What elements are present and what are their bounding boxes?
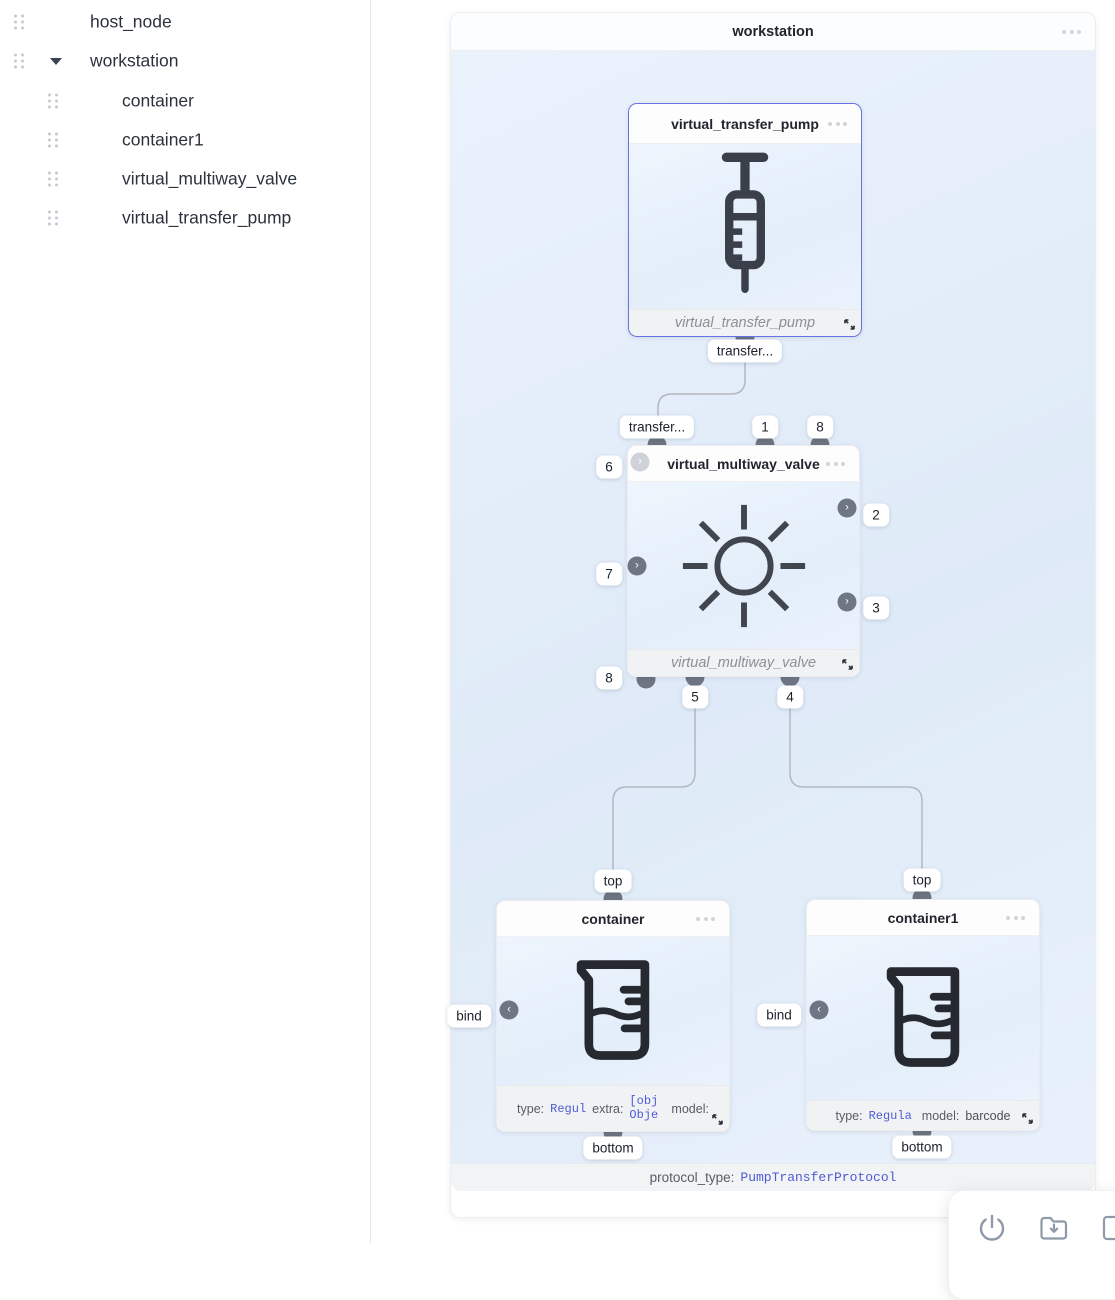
pump-body [629,144,861,309]
container1-footer [807,1100,1039,1130]
beaker-icon [869,960,977,1076]
valve-header [628,446,859,482]
valve-body [628,482,859,649]
resize-handle-icon[interactable] [711,1113,724,1126]
beaker-icon [559,953,667,1069]
port-label-container-top: top [595,870,632,893]
pump-footer [629,309,861,336]
field-value: [obj Obje [629,1094,659,1122]
workstation-header [451,13,1095,51]
port-label-container1-bottom: bottom [892,1136,951,1159]
canvas-toolbar [948,1190,1115,1300]
sidebar-item-label: container1 [122,129,204,150]
container-footer [497,1085,729,1131]
sidebar-item-container1[interactable] [0,120,370,160]
field-label: type: [517,1101,545,1116]
port-label-valve-5: 5 [682,686,708,709]
node-virtual-multiway-valve[interactable] [627,445,860,677]
document-icon[interactable] [1099,1211,1115,1245]
drag-handle-icon[interactable] [48,172,58,187]
sidebar-item-virtual-multiway-valve[interactable] [0,159,370,199]
node-virtual-transfer-pump[interactable] [628,103,862,337]
multiway-valve-icon [675,497,813,635]
container-header [497,901,729,937]
drag-handle-icon[interactable] [48,94,58,109]
container1-body [807,936,1039,1100]
container1-header [807,900,1039,936]
field-value: Regula [868,1108,912,1123]
valve-port-2[interactable]: › [838,499,857,518]
drag-handle-icon[interactable] [14,54,24,69]
valve-title: virtual_multiway_valve [667,455,820,472]
sidebar-item-label: host_node [90,11,172,32]
container-fields [497,1095,729,1123]
syringe-icon [703,148,787,306]
port-label-valve-transfer: transfer... [620,416,694,439]
workstation-title: workstation [732,23,814,40]
port-label-valve-6: 6 [596,456,622,479]
chevron-down-icon[interactable] [50,58,62,65]
protocol-type-label: protocol_type: [649,1170,735,1185]
container-body [497,937,729,1085]
field-label: model: [671,1101,709,1116]
container1-title: container1 [887,909,959,926]
port-label-valve-8-left: 8 [596,667,622,690]
field-value: Regul [550,1101,587,1116]
folder-download-icon[interactable] [1037,1211,1071,1245]
container1-bind-port[interactable]: ‹ [810,1001,829,1020]
pump-header [629,104,861,144]
port-label-container-bind: bind [447,1005,491,1028]
sidebar-item-workstation[interactable] [0,41,370,81]
port-label-valve-3: 3 [863,597,889,620]
valve-port-3[interactable]: › [838,593,857,612]
node-tree-sidebar [0,0,371,1243]
resize-handle-icon[interactable] [1021,1112,1034,1125]
port-label-valve-4: 4 [777,686,803,709]
port-label-pump-transfer: transfer... [708,340,782,363]
port-label-container-bottom: bottom [583,1137,642,1160]
drag-handle-icon[interactable] [14,15,24,30]
field-label: model: [921,1108,960,1123]
sidebar-item-label: workstation [90,50,179,71]
sidebar-item-label: container [122,90,194,111]
container-bind-port[interactable]: ‹ [500,1001,519,1020]
resize-handle-icon[interactable] [841,658,854,671]
field-label: type: [835,1108,863,1123]
sidebar-item-container[interactable] [0,81,370,121]
valve-footer-name: virtual_multiway_valve [670,655,817,671]
ellipsis-menu-icon[interactable] [1062,30,1081,34]
node-container1[interactable] [806,899,1040,1131]
port-label-valve-7: 7 [596,563,622,586]
ellipsis-menu-icon[interactable] [1006,916,1025,920]
drag-handle-icon[interactable] [48,133,58,148]
pump-title: virtual_transfer_pump [671,115,819,132]
field-value: barcode [965,1108,1011,1123]
power-icon[interactable] [975,1211,1009,1245]
port-label-valve-8-top: 8 [807,416,833,439]
sidebar-item-virtual-transfer-pump[interactable] [0,198,370,238]
ellipsis-menu-icon[interactable] [696,917,715,921]
workstation-footer [451,1163,1095,1191]
ellipsis-menu-icon[interactable] [828,122,847,126]
valve-footer [628,649,859,676]
sidebar-item-host-node[interactable] [0,2,370,42]
valve-port-7[interactable]: › [628,557,647,576]
container-title: container [581,910,645,927]
ellipsis-menu-icon[interactable] [826,462,845,466]
container1-fields [807,1109,1039,1123]
port-label-container1-top: top [904,869,941,892]
port-label-valve-2: 2 [863,504,889,527]
sidebar-item-label: virtual_transfer_pump [122,207,292,228]
drag-handle-icon[interactable] [48,211,58,226]
sidebar-item-label: virtual_multiway_valve [122,168,298,189]
field-label: extra: [592,1101,624,1116]
valve-port-6[interactable]: › [631,453,650,472]
resize-handle-icon[interactable] [843,318,856,331]
port-label-valve-1: 1 [752,416,778,439]
port-label-container1-bind: bind [757,1004,801,1027]
node-container[interactable] [496,900,730,1132]
pump-footer-name: virtual_transfer_pump [674,315,816,331]
protocol-type-value: PumpTransferProtocol [740,1170,897,1185]
